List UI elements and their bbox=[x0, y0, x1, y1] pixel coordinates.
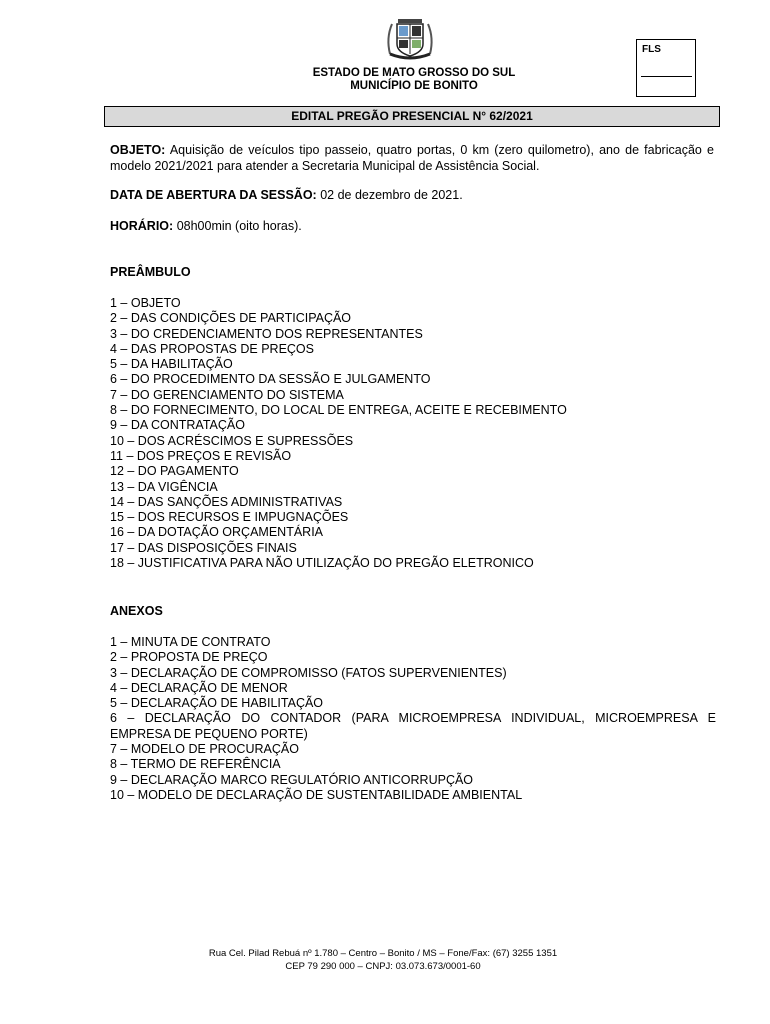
list-item: 6 – DO PROCEDIMENTO DA SESSÃO E JULGAMENTO bbox=[110, 372, 431, 387]
list-item: 5 – DA HABILITAÇÃO bbox=[110, 357, 233, 372]
objeto-text: Aquisição de veículos tipo passeio, quatro portas, 0 km (zero quilometro), ano de fabricação e modelo 2021/2021 para atender a Secretaria Municipal de Assistência Social. bbox=[110, 143, 714, 173]
list-item: 7 – MODELO DE PROCURAÇÃO bbox=[110, 742, 299, 757]
list-item: 4 – DAS PROPOSTAS DE PREÇOS bbox=[110, 341, 314, 356]
state-name: ESTADO DE MATO GROSSO DO SUL bbox=[312, 67, 516, 79]
list-item: 2 – PROPOSTA DE PREÇO bbox=[110, 650, 268, 665]
footer-registration: CEP 79 290 000 – CNPJ: 03.073.673/0001-60 bbox=[285, 961, 481, 972]
list-item: 8 – TERMO DE REFERÊNCIA bbox=[110, 757, 281, 772]
list-item: 14 – DAS SANÇÕES ADMINISTRATIVAS bbox=[110, 494, 343, 509]
list-item: 13 – DA VIGÊNCIA bbox=[110, 479, 218, 494]
fls-label: FLS bbox=[642, 44, 661, 55]
horario-text: 08h00min (oito horas). bbox=[176, 219, 302, 233]
list-item: 10 – MODELO DE DECLARAÇÃO DE SUSTENTABILIDADE AMBIENTAL bbox=[110, 787, 523, 802]
objeto-label: OBJETO: bbox=[110, 143, 166, 157]
list-item: 9 – DECLARAÇÃO MARCO REGULATÓRIO ANTICORRUPÇÃO bbox=[110, 772, 474, 787]
list-item: 7 – DO GERENCIAMENTO DO SISTEMA bbox=[110, 387, 344, 402]
list-item: 6 – DECLARAÇÃO DO CONTADOR (PARA MICROEMPRESA INDIVIDUAL, MICROEMPRESA E EMPRESA DE PEQUENO PORTE) bbox=[110, 711, 716, 741]
data-abertura-label: DATA DE ABERTURA DA SESSÃO: bbox=[110, 188, 317, 202]
document-title: EDITAL PREGÃO PRESENCIAL N° 62/2021 bbox=[104, 106, 720, 127]
objeto-paragraph bbox=[110, 143, 714, 174]
list-item: 15 – DOS RECURSOS E IMPUGNAÇÕES bbox=[110, 510, 349, 525]
anexos-list bbox=[110, 635, 716, 803]
list-item: 8 – DO FORNECIMENTO, DO LOCAL DE ENTREGA, ACEITE E RECEBIMENTO bbox=[110, 403, 567, 418]
horario-label: HORÁRIO: bbox=[110, 219, 174, 233]
list-item: 2 – DAS CONDIÇÕES DE PARTICIPAÇÃO bbox=[110, 311, 352, 326]
fls-stamp-box bbox=[636, 39, 696, 97]
list-item: 9 – DA CONTRATAÇÃO bbox=[110, 418, 245, 433]
list-item: 3 – DO CREDENCIAMENTO DOS REPRESENTANTES bbox=[110, 326, 423, 341]
list-item: 3 – DECLARAÇÃO DE COMPROMISSO (FATOS SUPERVENIENTES) bbox=[110, 665, 507, 680]
fls-signature-line bbox=[641, 76, 692, 77]
preambulo-title: PREÂMBULO bbox=[110, 265, 191, 279]
list-item: 12 – DO PAGAMENTO bbox=[110, 464, 239, 479]
municipality-name: MUNICÍPIO DE BONITO bbox=[350, 80, 478, 92]
list-item: 18 – JUSTIFICATIVA PARA NÃO UTILIZAÇÃO DO PREGÃO ELETRONICO bbox=[110, 556, 534, 571]
preambulo-list bbox=[110, 296, 716, 571]
list-item: 4 – DECLARAÇÃO DE MENOR bbox=[110, 680, 288, 695]
footer-address: Rua Cel. Pilad Rebuá nº 1.780 – Centro – Bonito / MS – Fone/Fax: (67) 3255 1351 bbox=[208, 948, 558, 959]
list-item: 1 – OBJETO bbox=[110, 296, 181, 310]
list-item: 11 – DOS PREÇOS E REVISÃO bbox=[110, 448, 292, 463]
coat-of-arms-icon bbox=[384, 16, 436, 62]
anexos-title: ANEXOS bbox=[110, 604, 163, 618]
horario-paragraph bbox=[110, 219, 714, 235]
list-item: 17 – DAS DISPOSIÇÕES FINAIS bbox=[110, 540, 297, 555]
list-item: 16 – DA DOTAÇÃO ORÇAMENTÁRIA bbox=[110, 525, 324, 540]
list-item: 5 – DECLARAÇÃO DE HABILITAÇÃO bbox=[110, 696, 324, 711]
data-abertura-text: 02 de dezembro de 2021. bbox=[320, 188, 463, 202]
list-item: 1 – MINUTA DE CONTRATO bbox=[110, 635, 271, 649]
data-abertura-paragraph bbox=[110, 188, 714, 204]
list-item: 10 – DOS ACRÉSCIMOS E SUPRESSÕES bbox=[110, 433, 354, 448]
